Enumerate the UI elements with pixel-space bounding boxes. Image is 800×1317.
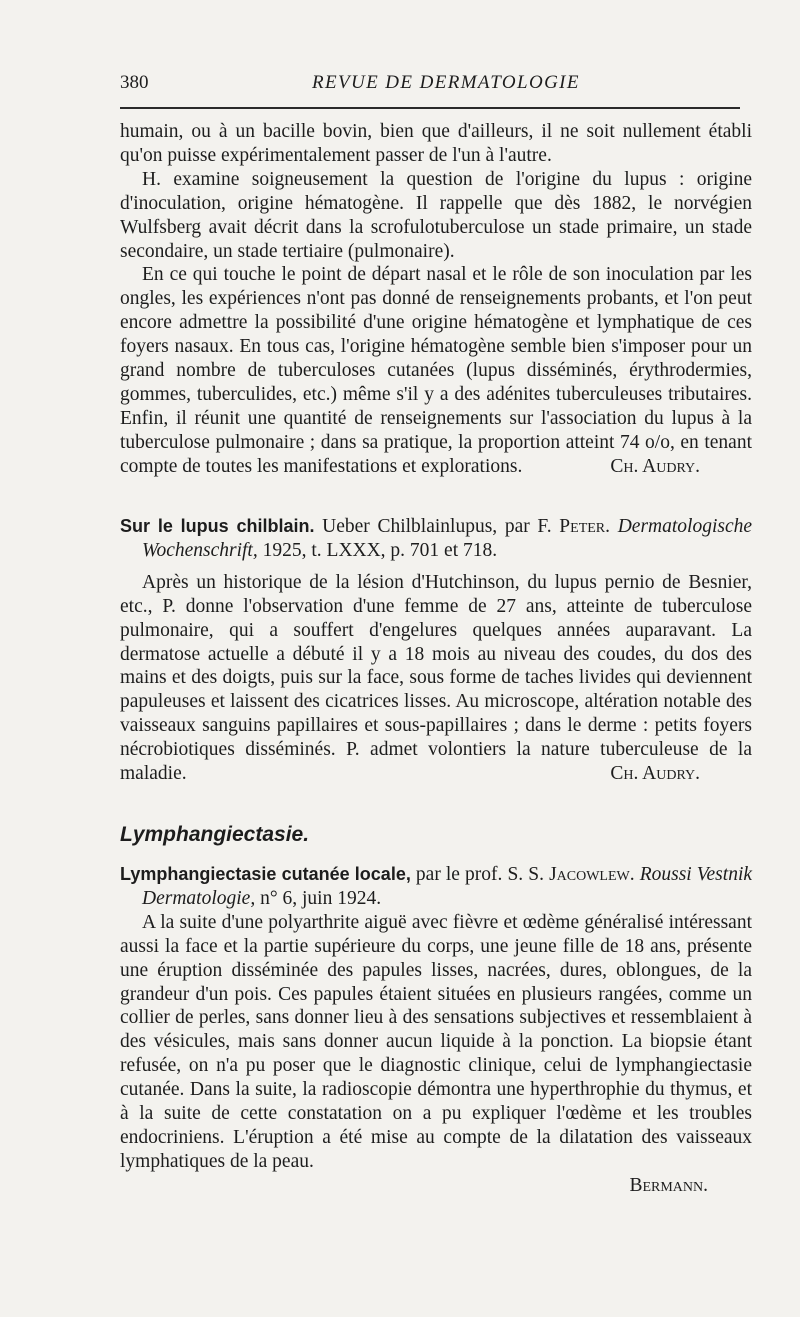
page-number: 380 bbox=[120, 72, 149, 93]
article-reference bbox=[120, 863, 752, 911]
section-heading: Lymphangiectasie. bbox=[120, 823, 310, 846]
page-header bbox=[120, 72, 740, 102]
reference-text: Ueber Chilblainlupus, par F. bbox=[322, 516, 552, 537]
reference-details: 1925, t. LXXX, p. 701 et 718. bbox=[262, 539, 498, 561]
continued-review bbox=[120, 120, 752, 479]
article-title: Sur le lupus chilblain. bbox=[120, 516, 315, 536]
journal-name: Roussi Vestnik Dermatologie, bbox=[142, 864, 753, 909]
paragraph: humain, ou à un bacille bovin, bien que d'ailleurs, il ne soit nullement établi qu'on puisse expérimentalement passer de l'un à l'autre. bbox=[120, 121, 752, 166]
signature: Bermann. bbox=[629, 1174, 708, 1196]
paragraph: H. examine soigneusement la question de l'origine du lupus : origine d'inoculation, origine hématogène. Il rappelle que dès 1882, le norvégien Wulfsberg avait décrit dans la scrofulotuberculose un stade primaire, un stade secondaire, un stade tertiaire (pulmonaire). bbox=[120, 168, 752, 262]
paragraph bbox=[120, 263, 752, 478]
article-lupus-chilblain bbox=[120, 515, 752, 786]
paragraph-text: En ce qui touche le point de départ nasal et le rôle de son inoculation par les ongles, les expériences n'ont pas donné de renseignements probants, et l'on peut encore admettre la possibilité d'une origine hématogène et lymphatique de ces foyers nasaux. En tous cas, l'origine hématogène semble bien s'imposer pour un grand nombre de tuberculoses cutanées (lupus disséminés, érythrodermies, gommes, tuberculides, etc.) même s'il y a des adénites tuberculeuses tributaires. Enfin, il réunit une quantité de renseignements sur l'association du lupus à la tuberculose pulmonaire ; dans sa pratique, la proportion atteint 74 o/o, en tenant compte de toutes les manifestations et explorations. bbox=[120, 264, 752, 477]
reference-text: par le prof. S. S. bbox=[415, 864, 544, 885]
author-name: Peter. bbox=[559, 516, 611, 537]
signature: Ch. Audry. bbox=[610, 763, 700, 785]
signature: Ch. Audry. bbox=[610, 455, 700, 477]
article-lymphangiectasie bbox=[120, 863, 752, 1198]
paragraph: A la suite d'une polyarthrite aiguë avec fièvre et œdème généralisé intéressant aussi la face et la partie supérieure du corps, une jeune fille de 18 ans, présente une éruption disséminée des papules lisses, nacrées, dures, oblongues, de la grandeur d'un pois. Ces papules étaient situées en plusieurs rangées, comme un collier de perles, sans donner lieu à des sensations subjectives et ressemblaient à des vésicules, mais sans donner aucun liquide à la ponction. La biopsie étant refusée, on n'a pu poser que le diagnostic clinique, celui de lymphangiectasie cutanée. Dans la suite, la radioscopie démontra une hyperthrophie du thymus, et à la suite de cette constatation on a pu expliquer l'œdème et les troubles endocriniens. L'éruption a été mise au compte de la dilatation des vaisseaux lymphatiques de la peau. bbox=[120, 911, 752, 1172]
paragraph bbox=[120, 571, 752, 786]
paragraph-text: Après un historique de la lésion d'Hutchinson, du lupus pernio de Besnier, etc., P. donne l'observation d'une femme de 27 ans, atteinte de tuberculose pulmonaire, qui a souffert d'engelures quelques années auparavant. La dermatose actuelle a débuté il y a 18 mois au niveau des coudes, du dos des mains et des doigts, puis sur la face, sous forme de taches livides qui deviennent papuleuses et laissent des cicatrices lisses. Au microscope, altération notable des vaisseaux sanguins papillaires et sous-papillaires ; dans le derme : petits foyers nécrobiotiques disséminés. P. admet volontiers la nature tuberculeuse de la maladie. bbox=[120, 571, 752, 785]
article-reference bbox=[120, 515, 752, 563]
journal-name: Dermatologische Wochenschrift, bbox=[142, 516, 753, 561]
header-rule bbox=[120, 107, 740, 109]
author-name: Jacowlew. bbox=[549, 864, 635, 885]
section-heading-block bbox=[120, 823, 752, 847]
running-title: REVUE DE DERMATOLOGIE bbox=[312, 72, 580, 93]
reference-details: n° 6, juin 1924. bbox=[260, 887, 382, 909]
article-title: Lymphangiectasie cutanée locale, bbox=[120, 864, 411, 884]
